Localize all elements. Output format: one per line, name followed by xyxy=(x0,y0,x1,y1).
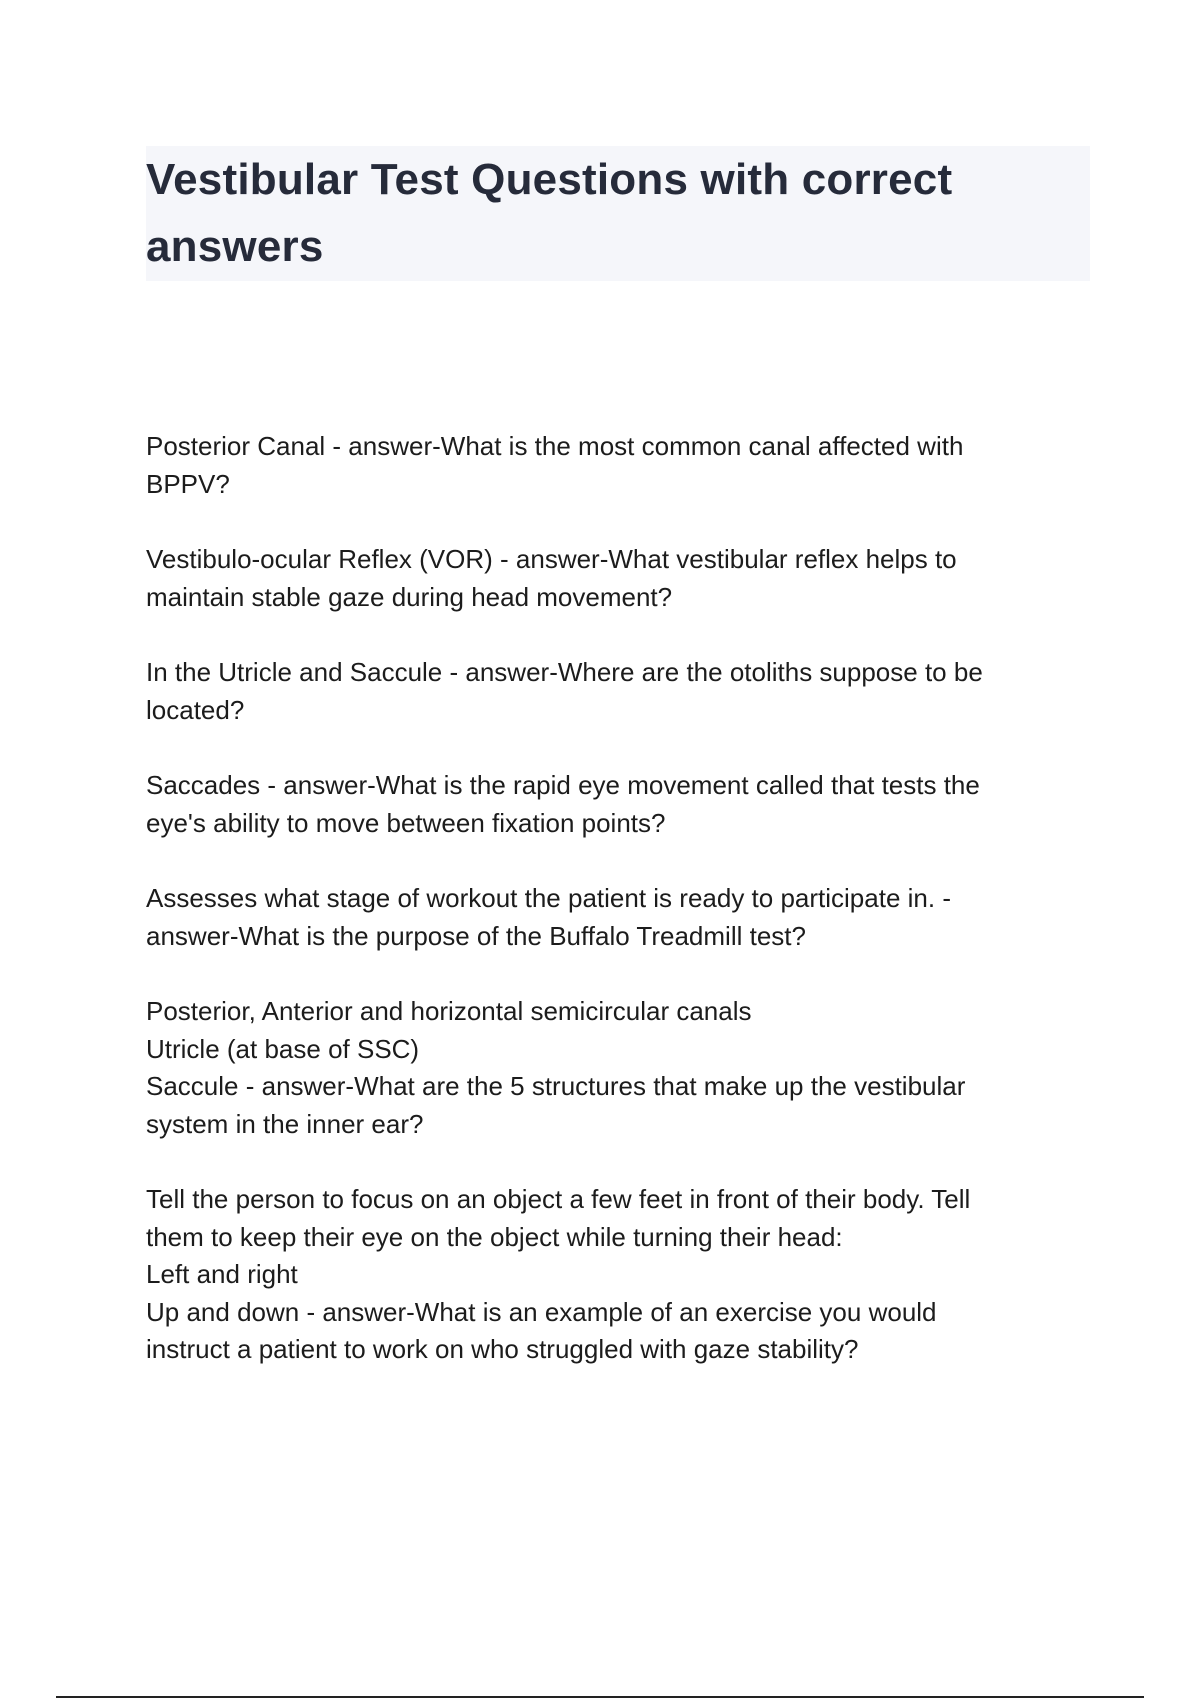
title-line-2: answers xyxy=(146,222,324,271)
qa-item-4 xyxy=(146,767,1086,842)
qa-line: In the Utricle and Saccule - answer-Where are the otoliths suppose to be xyxy=(146,657,983,687)
page-title xyxy=(146,146,1090,280)
qa-line: Tell the person to focus on an object a few feet in front of their body. Tell xyxy=(146,1184,971,1214)
qa-line: BPPV? xyxy=(146,468,230,499)
qa-line: Vestibulo-ocular Reflex (VOR) - answer-What vestibular reflex helps to xyxy=(146,544,957,574)
qa-line: answer-What is the purpose of the Buffalo Treadmill test? xyxy=(146,920,806,951)
qa-line: Posterior Canal - answer-What is the most common canal affected with xyxy=(146,431,964,461)
qa-line: Posterior, Anterior and horizontal semicircular canals xyxy=(146,996,752,1026)
qa-line: them to keep their eye on the object while turning their head: xyxy=(146,1221,843,1252)
qa-item-5 xyxy=(146,880,1086,955)
qa-line: maintain stable gaze during head movement? xyxy=(146,581,673,612)
qa-line: located? xyxy=(146,694,245,725)
qa-line: Left and right xyxy=(146,1259,298,1289)
title-banner xyxy=(146,146,1090,281)
qa-line: Utricle (at base of SSC) xyxy=(146,1033,420,1064)
qa-list xyxy=(146,428,1086,1407)
qa-line: Saccades - answer-What is the rapid eye movement called that tests the xyxy=(146,770,980,800)
qa-line: system in the inner ear? xyxy=(146,1108,424,1139)
qa-line: eye's ability to move between fixation points? xyxy=(146,807,666,838)
qa-line: Assesses what stage of workout the patient is ready to participate in. - xyxy=(146,883,951,913)
qa-item-6 xyxy=(146,993,1086,1143)
qa-item-7 xyxy=(146,1181,1086,1369)
qa-line: Up and down - answer-What is an example of an exercise you would xyxy=(146,1296,937,1327)
qa-line: Saccule - answer-What are the 5 structures that make up the vestibular xyxy=(146,1071,966,1101)
qa-line: instruct a patient to work on who struggled with gaze stability? xyxy=(146,1334,859,1364)
title-line-1: Vestibular Test Questions with correct xyxy=(146,155,953,204)
footer-divider xyxy=(56,1696,1144,1698)
qa-item-1 xyxy=(146,428,1086,503)
qa-item-3 xyxy=(146,654,1086,729)
qa-item-2 xyxy=(146,541,1086,616)
